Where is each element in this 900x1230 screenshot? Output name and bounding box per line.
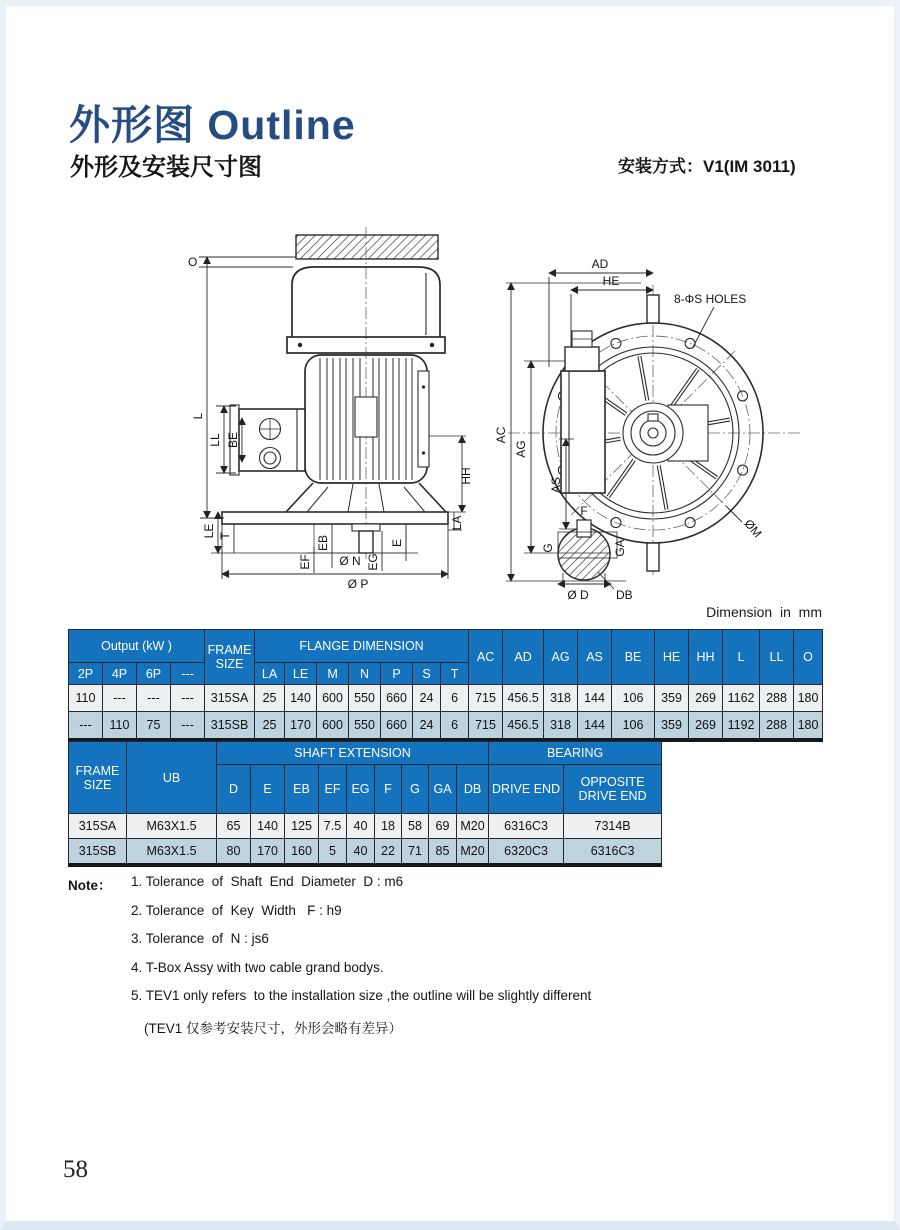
t1-cell: 715 bbox=[469, 685, 503, 712]
dim-label-e: E bbox=[390, 538, 404, 548]
t1-cell: 24 bbox=[413, 685, 441, 712]
mounting-type-label: 安装方式：V1(IM 3011) bbox=[618, 157, 796, 176]
t1-col-s: S bbox=[413, 663, 441, 685]
t1-cell: --- bbox=[171, 712, 205, 741]
t1-cell: 456.5 bbox=[503, 712, 544, 741]
t2-header-frame-size: FRAME SIZE bbox=[69, 742, 127, 814]
t1-cell: 269 bbox=[689, 685, 723, 712]
t2-row-315sb bbox=[69, 839, 662, 866]
t2-col-drive-end: DRIVE END bbox=[489, 765, 564, 814]
dim-label-t: T bbox=[218, 532, 232, 540]
t1-col-ad: AD bbox=[503, 630, 544, 685]
t2-cell: 160 bbox=[285, 839, 319, 866]
t2-cell: 315SB bbox=[69, 839, 127, 866]
t2-header-ub: UB bbox=[127, 742, 217, 814]
dim-label-ag: AG bbox=[514, 440, 528, 458]
t1-cell: 318 bbox=[544, 712, 578, 741]
t1-cell: 550 bbox=[349, 712, 381, 741]
t2-cell: 6316C3 bbox=[489, 814, 564, 839]
t2-cell: 40 bbox=[347, 814, 375, 839]
t1-cell: 315SB bbox=[205, 712, 255, 741]
dim-label-le: LE bbox=[202, 523, 216, 539]
dim-label-ef: EF bbox=[298, 554, 312, 570]
t1-col-le: LE bbox=[285, 663, 317, 685]
t1-cell: 600 bbox=[317, 712, 349, 741]
t2-col-f: F bbox=[375, 765, 402, 814]
page-number: 58 bbox=[63, 1156, 88, 1183]
t1-header-output: Output (kW ) bbox=[69, 630, 205, 663]
t1-cell: --- bbox=[137, 685, 171, 712]
dim-label-as: AS bbox=[549, 476, 563, 494]
t2-cell: 5 bbox=[319, 839, 347, 866]
t1-cell: 180 bbox=[794, 685, 823, 712]
page-title-en: Outline bbox=[207, 102, 356, 148]
t2-header-bearing: BEARING bbox=[489, 742, 662, 765]
t1-header-flange-dimension: FLANGE DIMENSION bbox=[255, 630, 469, 663]
t2-col-db: DB bbox=[457, 765, 489, 814]
t2-col-e: E bbox=[251, 765, 285, 814]
t1-cell: 288 bbox=[760, 685, 794, 712]
t1-cell: --- bbox=[69, 712, 103, 741]
t2-cell: 69 bbox=[429, 814, 457, 839]
t2-col-eg: EG bbox=[347, 765, 375, 814]
dim-label-p: Ø P bbox=[347, 577, 369, 591]
note-item-3: 3. Tolerance of N : js6 bbox=[131, 931, 269, 946]
t1-cell: 25 bbox=[255, 685, 285, 712]
t2-cell: 18 bbox=[375, 814, 402, 839]
t2-cell: 6320C3 bbox=[489, 839, 564, 866]
t1-cell: 359 bbox=[655, 712, 689, 741]
dim-label-eg: EG bbox=[366, 553, 380, 571]
t1-cell: 6 bbox=[441, 712, 469, 741]
dim-label-l: L bbox=[191, 412, 205, 420]
t1-cell: 24 bbox=[413, 712, 441, 741]
front-view-drawing bbox=[494, 257, 803, 581]
dim-label-m: ØM bbox=[741, 516, 765, 541]
dim-label-db: DB bbox=[616, 588, 633, 602]
t1-col-as: AS bbox=[578, 630, 612, 685]
note-item-1: 1. Tolerance of Shaft End Diameter D : m6 bbox=[131, 874, 404, 889]
dimension-unit-note: Dimension in mm bbox=[706, 604, 822, 620]
t1-col-m: M bbox=[317, 663, 349, 685]
page-title bbox=[69, 92, 356, 151]
t1-col-l: L bbox=[723, 630, 760, 685]
t1-row-315sb bbox=[69, 712, 823, 741]
t2-col-d: D bbox=[217, 765, 251, 814]
dim-label-g: G bbox=[541, 543, 555, 553]
t1-col-ag: AG bbox=[544, 630, 578, 685]
page-subtitle: 外形及安装尺寸图 bbox=[70, 154, 262, 181]
dim-label-ga: GA bbox=[613, 539, 627, 557]
side-view-drawing bbox=[188, 227, 473, 591]
dim-label-hh: HH bbox=[459, 467, 473, 485]
t2-row-315sa bbox=[69, 814, 662, 839]
t1-cell: 1192 bbox=[723, 712, 760, 741]
t1-cell: 144 bbox=[578, 712, 612, 741]
t1-row-315sa bbox=[69, 685, 823, 712]
dim-label-be: BE bbox=[226, 431, 240, 449]
t1-cell: 715 bbox=[469, 712, 503, 741]
shaft-bearing-table bbox=[68, 741, 662, 867]
t1-col-p: P bbox=[381, 663, 413, 685]
t1-cell: 269 bbox=[689, 712, 723, 741]
t1-cell: 318 bbox=[544, 685, 578, 712]
dim-label-ad: AD bbox=[591, 257, 609, 271]
mounting-surface-hatch bbox=[296, 235, 438, 259]
t1-cell: 456.5 bbox=[503, 685, 544, 712]
flange-dimension-table bbox=[68, 629, 823, 742]
t1-cell: 110 bbox=[69, 685, 103, 712]
t1-cell: 315SA bbox=[205, 685, 255, 712]
t2-cell: 65 bbox=[217, 814, 251, 839]
t1-cell: --- bbox=[171, 685, 205, 712]
t1-cell: 75 bbox=[137, 712, 171, 741]
t2-col-opposite-drive-end: OPPOSITE DRIVE END bbox=[564, 765, 662, 814]
t1-col-hh: HH bbox=[689, 630, 723, 685]
t1-col-be: BE bbox=[612, 630, 655, 685]
t2-cell: 40 bbox=[347, 839, 375, 866]
t1-cell: 170 bbox=[285, 712, 317, 741]
terminal-box-profile bbox=[561, 371, 605, 493]
t1-col-o: O bbox=[794, 630, 823, 685]
t1-cell: 140 bbox=[285, 685, 317, 712]
t2-col-eb: EB bbox=[285, 765, 319, 814]
dim-label-eb: EB bbox=[316, 534, 330, 552]
t1-cell: 110 bbox=[103, 712, 137, 741]
t2-cell: M63X1.5 bbox=[127, 814, 217, 839]
dim-label-la: LA bbox=[450, 515, 464, 531]
outline-drawing bbox=[66, 221, 856, 613]
note-item-4: 4. T-Box Assy with two cable grand bodys. bbox=[131, 959, 384, 975]
t1-cell: 288 bbox=[760, 712, 794, 741]
dim-label-ll: LL bbox=[208, 433, 222, 447]
t2-cell: 315SA bbox=[69, 814, 127, 839]
t1-col-2p: 2P bbox=[69, 663, 103, 685]
t2-cell: 58 bbox=[402, 814, 429, 839]
t1-col-n: N bbox=[349, 663, 381, 685]
t1-col-ll: LL bbox=[760, 630, 794, 685]
t1-cell: 1162 bbox=[723, 685, 760, 712]
t1-cell: 106 bbox=[612, 712, 655, 741]
t2-cell: 140 bbox=[251, 814, 285, 839]
dim-label-holes: 8-ΦS HOLES bbox=[674, 292, 747, 306]
t1-cell: --- bbox=[103, 685, 137, 712]
notes-section bbox=[68, 874, 591, 1050]
note-item-5-continuation: (TEV1 仅参考安装尺寸，外形会略有差异） bbox=[144, 1020, 403, 1036]
note-item-5: 5. TEV1 only refers to the installation size ,the outline will be slightly different bbox=[131, 988, 592, 1003]
outline-drawing-svg bbox=[66, 221, 856, 613]
t1-col-la: LA bbox=[255, 663, 285, 685]
page-title-zh: 外形图 bbox=[69, 102, 195, 148]
dim-label-he: HE bbox=[602, 274, 620, 288]
t1-cell: 359 bbox=[655, 685, 689, 712]
t1-cell: 25 bbox=[255, 712, 285, 741]
t2-cell: 125 bbox=[285, 814, 319, 839]
t1-cell: 660 bbox=[381, 712, 413, 741]
t2-cell: 22 bbox=[375, 839, 402, 866]
note-item-2: 2. Tolerance of Key Width F : h9 bbox=[131, 902, 342, 918]
t2-cell: 85 bbox=[429, 839, 457, 866]
dim-label-n: Ø N bbox=[339, 554, 361, 568]
t2-cell: 6316C3 bbox=[564, 839, 662, 866]
t1-cell: 180 bbox=[794, 712, 823, 741]
t1-col-he: HE bbox=[655, 630, 689, 685]
t2-col-ef: EF bbox=[319, 765, 347, 814]
t2-cell: M20 bbox=[457, 839, 489, 866]
t1-cell: 144 bbox=[578, 685, 612, 712]
t2-cell: M63X1.5 bbox=[127, 839, 217, 866]
t1-col-ac: AC bbox=[469, 630, 503, 685]
t2-header-shaft-extension: SHAFT EXTENSION bbox=[217, 742, 489, 765]
t2-cell: 71 bbox=[402, 839, 429, 866]
t1-col-t: T bbox=[441, 663, 469, 685]
t1-cell: 660 bbox=[381, 685, 413, 712]
notes-label: Note： bbox=[68, 878, 112, 893]
dim-label-f: F bbox=[580, 504, 588, 518]
t1-cell: 550 bbox=[349, 685, 381, 712]
t2-cell: 7.5 bbox=[319, 814, 347, 839]
t2-col-g: G bbox=[402, 765, 429, 814]
t1-cell: 106 bbox=[612, 685, 655, 712]
t1-header-frame-size: FRAME SIZE bbox=[205, 630, 255, 685]
t1-cell: 600 bbox=[317, 685, 349, 712]
t2-cell: 170 bbox=[251, 839, 285, 866]
t1-col-6p: 6P bbox=[137, 663, 171, 685]
dim-label-ac: AC bbox=[494, 426, 508, 444]
dim-label-o: O bbox=[188, 255, 198, 269]
t2-cell: M20 bbox=[457, 814, 489, 839]
t2-col-ga: GA bbox=[429, 765, 457, 814]
dim-label-d: Ø D bbox=[567, 588, 589, 602]
t2-cell: 7314B bbox=[564, 814, 662, 839]
t1-cell: 6 bbox=[441, 685, 469, 712]
t1-col-dash: --- bbox=[171, 663, 205, 685]
t1-col-4p: 4P bbox=[103, 663, 137, 685]
t2-cell: 80 bbox=[217, 839, 251, 866]
